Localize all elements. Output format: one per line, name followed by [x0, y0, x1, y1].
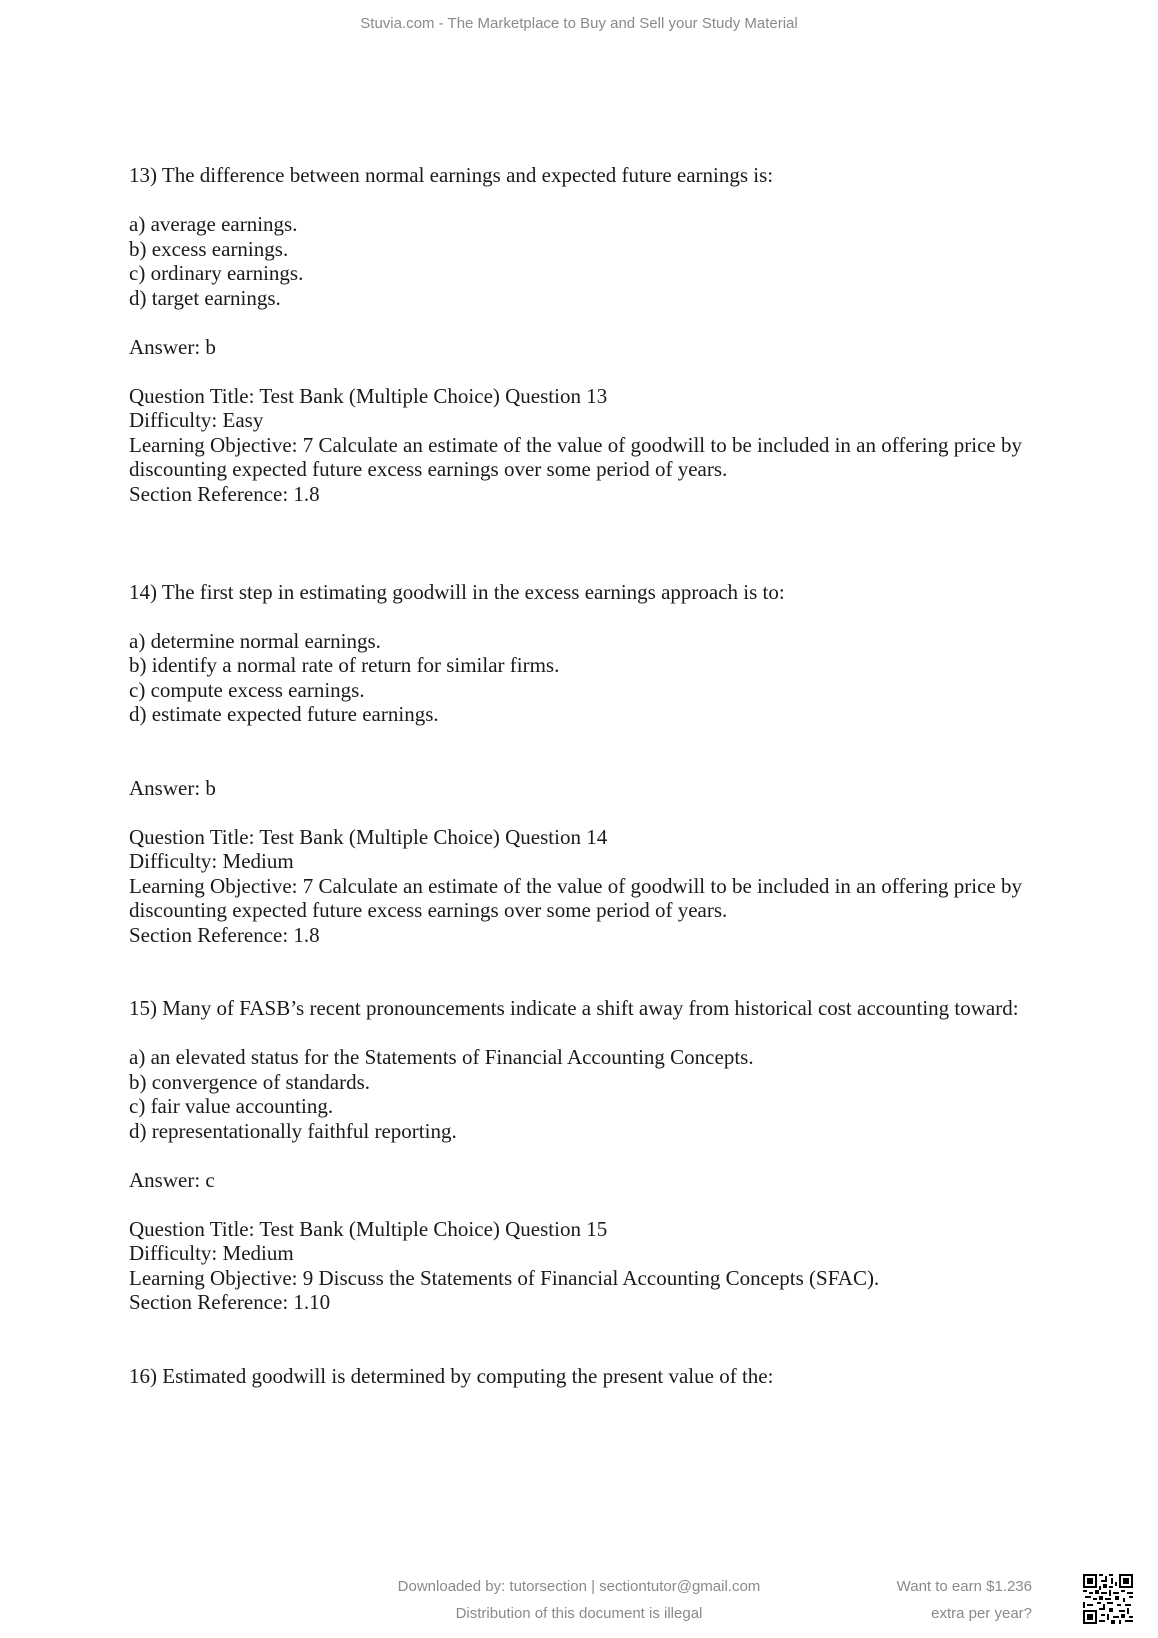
qr-code-icon[interactable]	[1083, 1574, 1133, 1624]
earn-promo-line-2[interactable]: extra per year?	[931, 1605, 1032, 1622]
question-15: 15) Many of FASB’s recent pronouncements indicate a shift away from historical cost accounting toward:	[129, 996, 1019, 1020]
option-13c: c) ordinary earnings.	[129, 261, 304, 285]
option-14a: a) determine normal earnings.	[129, 628, 381, 653]
answer-13: Answer: b	[129, 334, 216, 359]
distribution-notice: Distribution of this document is illegal	[455, 1605, 703, 1622]
learning-objective-13: Learning Objective: 7 Calculate an estimate of the value of goodwill to be included in an offering price by	[129, 432, 1022, 457]
question-14: 14) The first step in estimating goodwill in the excess earnings approach is to:	[129, 579, 785, 604]
answer-14: Answer: b	[129, 775, 216, 800]
answer-15: Answer: c	[129, 1167, 215, 1192]
question-title-14: Question Title: Test Bank (Multiple Choice) Question 14	[129, 824, 608, 849]
option-15d: d) representationally faithful reporting.	[129, 1118, 457, 1143]
learning-objective-13-cont: discounting expected future excess earnings over some period of years.	[129, 457, 728, 481]
document-body	[129, 163, 1049, 1388]
downloaded-by-text: Downloaded by: tutorsection | sectiontutor@gmail.com	[397, 1578, 761, 1595]
question-16: 16) Estimated goodwill is determined by computing the present value of the:	[129, 1363, 774, 1388]
section-reference-13: Section Reference: 1.8	[129, 481, 320, 506]
option-15b: b) convergence of standards.	[129, 1069, 371, 1094]
option-13d: d) target earnings.	[129, 285, 281, 310]
option-13a: a) average earnings.	[129, 212, 298, 236]
option-14d: d) estimate expected future earnings.	[129, 702, 439, 726]
option-14c: c) compute excess earnings.	[129, 677, 365, 702]
option-15c: c) fair value accounting.	[129, 1094, 334, 1118]
page-header: Stuvia.com - The Marketplace to Buy and Sell your Study Material	[360, 15, 798, 32]
option-13b: b) excess earnings.	[129, 236, 289, 261]
difficulty-15: Difficulty: Medium	[129, 1241, 294, 1265]
question-13: 13) The difference between normal earnings and expected future earnings is:	[129, 163, 774, 187]
earn-promo-line-1[interactable]: Want to earn $1.236	[896, 1578, 1032, 1595]
learning-objective-15: Learning Objective: 9 Discuss the Statements of Financial Accounting Concepts (SFAC).	[129, 1265, 880, 1290]
difficulty-14: Difficulty: Medium	[129, 849, 294, 873]
question-title-15: Question Title: Test Bank (Multiple Choice) Question 15	[129, 1216, 608, 1241]
option-14b: b) identify a normal rate of return for similar firms.	[129, 653, 560, 677]
question-title-13: Question Title: Test Bank (Multiple Choice) Question 13	[129, 383, 608, 408]
learning-objective-14: Learning Objective: 7 Calculate an estimate of the value of goodwill to be included in an offering price by	[129, 873, 1022, 898]
option-15a: a) an elevated status for the Statements of Financial Accounting Concepts.	[129, 1045, 754, 1069]
section-reference-15: Section Reference: 1.10	[129, 1290, 331, 1314]
learning-objective-14-cont: discounting expected future excess earnings over some period of years.	[129, 898, 728, 922]
section-reference-14: Section Reference: 1.8	[129, 922, 320, 947]
difficulty-13: Difficulty: Easy	[129, 408, 264, 432]
